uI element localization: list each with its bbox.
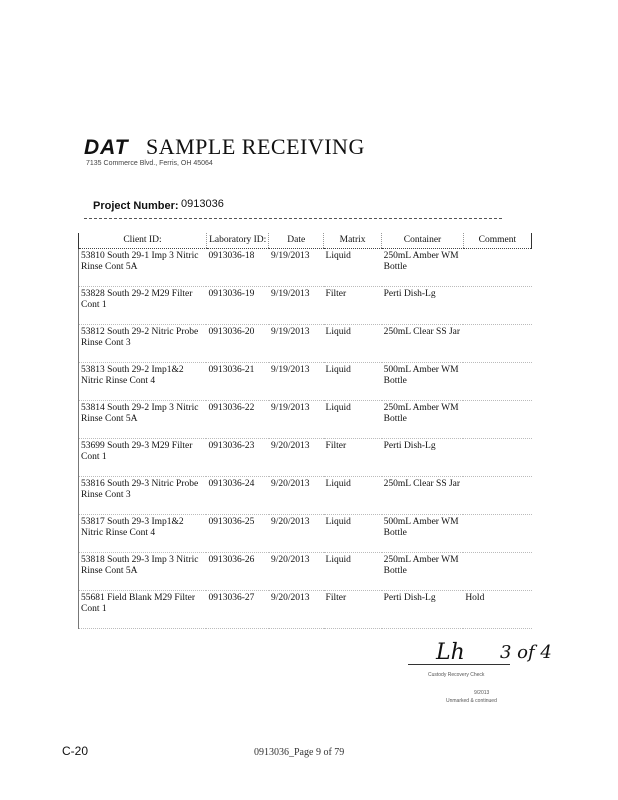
cell-comment (463, 515, 531, 553)
cell-client-id: 53813 South 29-2 Imp1&2 Nitric Rinse Cont 4 (79, 363, 207, 401)
cell-client-id: 53699 South 29-3 M29 Filter Cont 1 (79, 439, 207, 477)
table-row (79, 477, 532, 515)
signature-initials: Lh (436, 640, 465, 665)
table-row (79, 515, 532, 553)
table-row (79, 325, 532, 363)
cell-comment (463, 325, 531, 363)
cell-lab-id: 0913036-25 (206, 515, 268, 553)
cell-client-id: 53810 South 29-1 Imp 3 Nitric Rinse Cont 5A (79, 249, 207, 287)
cell-container: Perti Dish-Lg (382, 287, 464, 325)
table-row (79, 363, 532, 401)
project-number-value: 0913036 (181, 198, 224, 210)
column-header-client-id: Client ID: (79, 233, 207, 249)
cell-date: 9/19/2013 (269, 287, 324, 325)
cell-date: 9/20/2013 (269, 515, 324, 553)
cell-lab-id: 0913036-21 (206, 363, 268, 401)
table-row (79, 439, 532, 477)
cell-container: Perti Dish-Lg (382, 591, 464, 629)
signature-date: 9/2013 (474, 690, 490, 696)
header-divider (84, 218, 502, 219)
column-header-comment: Comment (463, 233, 531, 249)
cell-client-id: 55681 Field Blank M29 Filter Cont 1 (79, 591, 207, 629)
table-header-row (79, 233, 532, 249)
cell-comment (463, 363, 531, 401)
cell-matrix: Liquid (324, 477, 382, 515)
page-title: SAMPLE RECEIVING (146, 134, 365, 159)
cell-container: 250mL Clear SS Jar (382, 477, 464, 515)
cell-comment (463, 401, 531, 439)
cell-date: 9/19/2013 (269, 249, 324, 287)
cell-lab-id: 0913036-23 (206, 439, 268, 477)
cell-container: 250mL Amber WM Bottle (382, 249, 464, 287)
cell-date: 9/19/2013 (269, 325, 324, 363)
cell-comment (463, 287, 531, 325)
cell-matrix: Liquid (324, 515, 382, 553)
cell-comment: Hold (463, 591, 531, 629)
column-header-date: Date (269, 233, 324, 249)
cell-lab-id: 0913036-20 (206, 325, 268, 363)
cell-matrix: Filter (324, 287, 382, 325)
cell-lab-id: 0913036-27 (206, 591, 268, 629)
cell-container: 250mL Clear SS Jar (382, 325, 464, 363)
company-address: 7135 Commerce Blvd., Ferris, OH 45064 (86, 160, 213, 167)
cell-client-id: 53814 South 29-2 Imp 3 Nitric Rinse Cont 5A (79, 401, 207, 439)
column-header-container: Container (382, 233, 464, 249)
cell-client-id: 53828 South 29-2 M29 Filter Cont 1 (79, 287, 207, 325)
cell-comment (463, 439, 531, 477)
cell-container: 500mL Amber WM Bottle (382, 363, 464, 401)
signature-caption: Custody Recovery Check (428, 672, 485, 678)
cell-date: 9/20/2013 (269, 553, 324, 591)
cell-container: 250mL Amber WM Bottle (382, 553, 464, 591)
table-row (79, 401, 532, 439)
cell-date: 9/20/2013 (269, 477, 324, 515)
cell-matrix: Liquid (324, 325, 382, 363)
company-logo: DAT (84, 136, 129, 159)
cell-matrix: Liquid (324, 401, 382, 439)
cell-client-id: 53812 South 29-2 Nitric Probe Rinse Cont 3 (79, 325, 207, 363)
table-row (79, 249, 532, 287)
cell-lab-id: 0913036-26 (206, 553, 268, 591)
column-header-matrix: Matrix (324, 233, 382, 249)
signature-line (408, 664, 510, 665)
cell-date: 9/20/2013 (269, 591, 324, 629)
cell-matrix: Liquid (324, 553, 382, 591)
cell-matrix: Liquid (324, 249, 382, 287)
page-code: C-20 (62, 744, 89, 758)
cell-lab-id: 0913036-24 (206, 477, 268, 515)
cell-date: 9/20/2013 (269, 439, 324, 477)
cell-container: Perti Dish-Lg (382, 439, 464, 477)
cell-comment (463, 553, 531, 591)
cell-client-id: 53818 South 29-3 Imp 3 Nitric Rinse Cont 5A (79, 553, 207, 591)
cell-container: 250mL Amber WM Bottle (382, 401, 464, 439)
cell-matrix: Filter (324, 439, 382, 477)
cell-lab-id: 0913036-19 (206, 287, 268, 325)
table-row (79, 287, 532, 325)
cell-matrix: Liquid (324, 363, 382, 401)
cell-lab-id: 0913036-18 (206, 249, 268, 287)
cell-client-id: 53816 South 29-3 Nitric Probe Rinse Cont 3 (79, 477, 207, 515)
cell-client-id: 53817 South 29-3 Imp1&2 Nitric Rinse Cont 4 (79, 515, 207, 553)
column-header-laboratory-id: Laboratory ID: (206, 233, 268, 249)
cell-matrix: Filter (324, 591, 382, 629)
table-row (79, 591, 532, 629)
signature-note: Unmarked & continued (446, 698, 497, 704)
cell-comment (463, 249, 531, 287)
signature-page-mark: 3 of 4 (500, 642, 552, 663)
document-page-number: 0913036_Page 9 of 79 (254, 747, 345, 758)
cell-lab-id: 0913036-22 (206, 401, 268, 439)
cell-container: 500mL Amber WM Bottle (382, 515, 464, 553)
cell-comment (463, 477, 531, 515)
sample-table (78, 233, 532, 629)
cell-date: 9/19/2013 (269, 363, 324, 401)
table-row (79, 553, 532, 591)
cell-date: 9/19/2013 (269, 401, 324, 439)
project-number-label: Project Number: (93, 200, 179, 212)
